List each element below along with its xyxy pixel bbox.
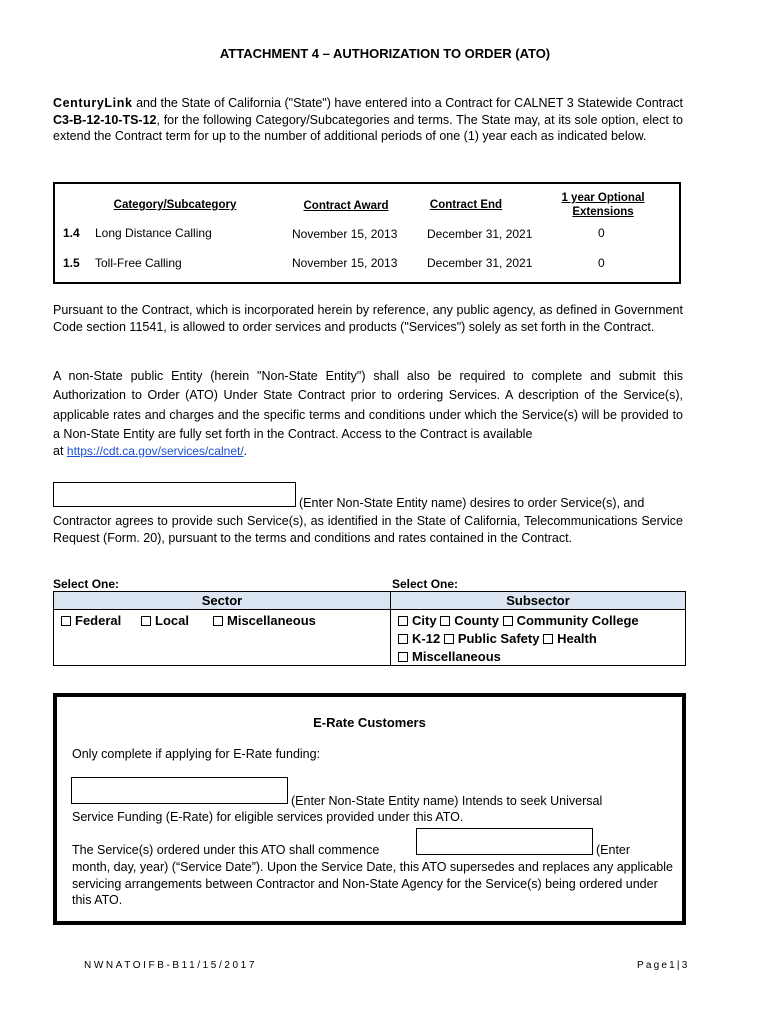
entity-after-box: (Enter Non-State Entity name) desires to order Service(s), and	[299, 496, 645, 510]
sector-header: Sector	[53, 591, 391, 610]
select-one-subsector-label: Select One:	[392, 577, 459, 591]
row-number: 1.5	[63, 256, 80, 270]
access-suffix: .	[243, 444, 248, 458]
erate-only-complete: Only complete if applying for E-Rate funding:	[72, 747, 321, 761]
checkbox[interactable]	[440, 616, 450, 626]
erate-commence-before: The Service(s) ordered under this ATO shall commence	[72, 843, 380, 857]
checkbox[interactable]	[398, 652, 408, 662]
subsector-header: Subsector	[390, 591, 686, 610]
brand-name: CenturyLink	[53, 96, 133, 110]
erate-box	[53, 693, 686, 925]
row-extensions: 0	[598, 226, 605, 240]
sector-option-local[interactable]: Local	[141, 613, 189, 628]
erate-title: E-Rate Customers	[313, 715, 426, 730]
footer-code: NWNATOIFB-B11/15/2017	[84, 960, 257, 971]
intro-text-1: and the State of California ("State") have entered into a Contract for CALNET 3 Statewide Contract	[132, 96, 683, 110]
row-extensions: 0	[598, 256, 605, 270]
erate-entity-after-box: (Enter Non-State Entity name) Intends to seek Universal	[291, 794, 603, 808]
erate-commence-rest: month, day, year) (“Service Date”). Upon the Service Date, this ATO supersedes and replaces any applicable servicing arrangements between Contractor and Non-State Agency for the Service(s) being ordered under this ATO.	[72, 860, 673, 907]
checkbox[interactable]	[444, 634, 454, 644]
pursuant-paragraph: Pursuant to the Contract, which is incorporated herein by reference, any public agency, as defined in Government Code section 11541, is allowed to order services and products ("Services") solely as set forth in the Contract.	[53, 303, 683, 334]
sector-option-miscellaneous[interactable]: Miscellaneous	[213, 613, 316, 628]
subsector-option-public-safety[interactable]: Public Safety	[444, 631, 540, 646]
subsector-option-k12[interactable]: K-12	[398, 631, 440, 646]
row-category: Toll-Free Calling	[95, 256, 182, 270]
document-title: ATTACHMENT 4 – AUTHORIZATION TO ORDER (ATO)	[219, 46, 551, 61]
header-extensions	[543, 191, 663, 219]
footer-page-number: Page1|3	[637, 960, 690, 971]
row-number: 1.4	[63, 226, 80, 240]
sector-table	[53, 591, 686, 666]
row-award: November 15, 2013	[292, 227, 398, 241]
checkbox[interactable]	[141, 616, 151, 626]
sector-option-federal[interactable]: Federal	[61, 613, 121, 628]
subsector-option-miscellaneous[interactable]: Miscellaneous	[398, 649, 501, 664]
row-category: Long Distance Calling	[95, 226, 212, 240]
subsector-option-health[interactable]: Health	[543, 631, 597, 646]
contract-number: C3-B-12-10-TS-12	[53, 112, 157, 127]
checkbox[interactable]	[398, 616, 408, 626]
select-one-sector-label: Select One:	[53, 577, 120, 591]
entity-paragraph: Contractor agrees to provide such Service(s), as identified in the State of California, Telecommunications Service Request (Form. 20), pursuant to the terms and conditions and rates contained in the Contract.	[53, 514, 683, 545]
sector-options-cell	[53, 609, 391, 666]
erate-entity-name-input[interactable]	[71, 777, 288, 804]
intro-paragraph	[53, 95, 683, 145]
subsector-option-county[interactable]: County	[440, 613, 499, 628]
intro-text-2: , for the following Category/Subcategories and terms. The State may, at its sole option, elect to extend the Contract term for up to the number of additional periods of one (1) year each as indicated below.	[53, 112, 683, 143]
non-state-paragraph: A non-State public Entity (herein "Non-State Entity") shall also be required to complete and submit this Authorization to Order (ATO) Under State Contract prior to ordering Services. A description of the Service(s), applicable rates and charges and the specific terms and conditions under which the Service(s) will be provided to a Non-State Entity are fully set forth in the Contract. Access to the Contract is available	[53, 369, 683, 441]
header-category: Category/Subcategory	[113, 199, 237, 211]
access-prefix: at	[53, 444, 67, 458]
subsector-line-1	[398, 613, 639, 628]
subsector-line-2	[398, 631, 597, 646]
contract-table	[53, 182, 681, 284]
checkbox[interactable]	[61, 616, 71, 626]
erate-entity-rest: Service Funding (E-Rate) for eligible services provided under this ATO.	[72, 810, 464, 824]
subsector-line-3	[398, 649, 501, 664]
header-extensions-line1: 1 year Optional	[561, 192, 645, 204]
row-award: November 15, 2013	[292, 256, 398, 270]
erate-commence-after: (Enter	[596, 843, 631, 857]
header-contract-award: Contract Award	[303, 200, 389, 212]
access-line	[53, 444, 247, 458]
checkbox[interactable]	[398, 634, 408, 644]
calnet-link[interactable]: https://cdt.ca.gov/services/calnet/	[66, 444, 244, 458]
checkbox[interactable]	[543, 634, 553, 644]
service-date-input[interactable]	[416, 828, 593, 855]
subsector-option-community-college[interactable]: Community College	[503, 613, 639, 628]
checkbox[interactable]	[213, 616, 223, 626]
subsector-options-cell	[390, 609, 686, 666]
entity-name-input[interactable]	[53, 482, 296, 507]
header-contract-end: Contract End	[429, 199, 503, 211]
subsector-option-city[interactable]: City	[398, 613, 437, 628]
checkbox[interactable]	[503, 616, 513, 626]
row-end: December 31, 2021	[427, 227, 533, 241]
header-extensions-line2: Extensions	[572, 206, 634, 218]
row-end: December 31, 2021	[427, 256, 533, 270]
